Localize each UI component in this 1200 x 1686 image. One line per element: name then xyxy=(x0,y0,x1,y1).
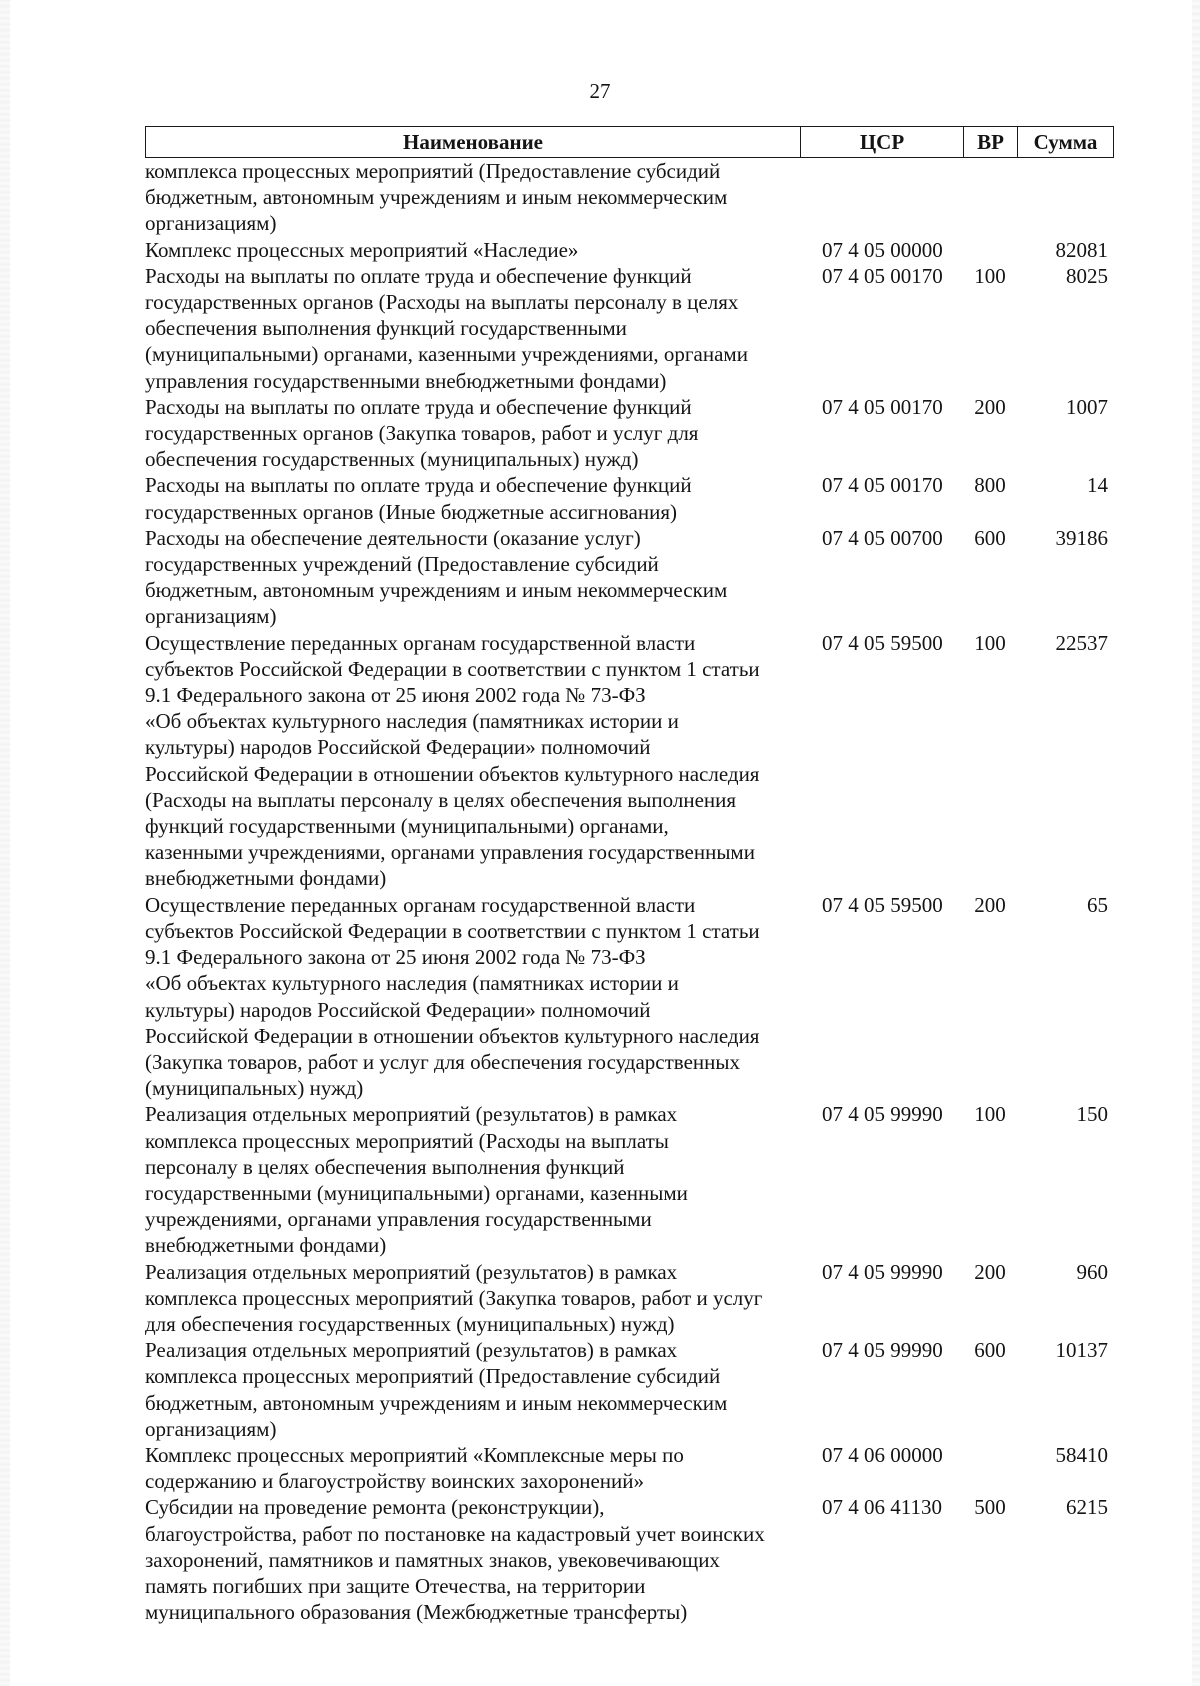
table-row xyxy=(145,1259,1114,1338)
row-name xyxy=(145,394,800,473)
row-name-line: Реализация отдельных мероприятий (результатов) в рамках xyxy=(145,1259,678,1284)
row-name-line: обеспечения выполнения функций государственными xyxy=(145,316,627,341)
row-name-line: комплекса процессных мероприятий (Предоставление субсидий xyxy=(145,159,721,183)
row-name-line: Реализация отдельных мероприятий (результатов) в рамках xyxy=(145,1102,678,1127)
row-name-line: обеспечения государственных (муниципальных) нужд) xyxy=(145,447,639,472)
row-vr: 600 xyxy=(974,1338,1006,1363)
row-name-line: внебюджетными фондами) xyxy=(145,866,387,891)
row-csr: 07 4 05 99990 xyxy=(822,1338,943,1363)
row-name-line: Субсидии на проведение ремонта (реконструкции), xyxy=(145,1495,605,1520)
row-sum: 1007 xyxy=(1066,394,1108,419)
row-sum: 10137 xyxy=(1055,1338,1108,1363)
row-name xyxy=(145,263,800,394)
table-row xyxy=(145,237,1114,263)
table-row xyxy=(145,158,1114,237)
row-sum: 960 xyxy=(1076,1259,1108,1284)
row-vr: 100 xyxy=(974,263,1006,288)
row-sum: 150 xyxy=(1076,1102,1108,1127)
row-csr: 07 4 05 00170 xyxy=(822,263,943,288)
row-name-line: учреждениями, органами управления государственными xyxy=(145,1207,652,1232)
row-csr: 07 4 05 00700 xyxy=(822,525,943,550)
table-row xyxy=(145,263,1114,394)
row-name-line: культуры) народов Российской Федерации» полномочий xyxy=(145,997,651,1022)
row-name-line: государственных органов (Закупка товаров, работ и услуг для xyxy=(145,421,699,446)
row-vr: 600 xyxy=(974,525,1006,550)
row-name-line: государственных органов (Иные бюджетные ассигнования) xyxy=(145,499,677,524)
table-row xyxy=(145,472,1114,524)
table-row xyxy=(145,1101,1114,1258)
row-name-line: государственных органов (Расходы на выплаты персоналу в целях xyxy=(145,290,739,315)
table-row xyxy=(145,1494,1114,1625)
row-csr: 07 4 05 99990 xyxy=(822,1259,943,1284)
scan-edge-right xyxy=(1192,0,1200,1686)
header-name: Наименование xyxy=(146,127,801,157)
row-name-line: Осуществление переданных органам государственной власти xyxy=(145,892,696,917)
row-name xyxy=(145,237,800,263)
row-name-line: комплекса процессных мероприятий (Расходы на выплаты xyxy=(145,1128,669,1153)
header-vr: ВР xyxy=(964,127,1018,157)
header-sum: Сумма xyxy=(1033,129,1098,154)
row-name-line: Комплекс процессных мероприятий «Наследие» xyxy=(145,237,579,262)
table-header xyxy=(145,126,1114,158)
row-name-line: муниципального образования (Межбюджетные трансферты) xyxy=(145,1600,688,1625)
row-vr: 200 xyxy=(974,394,1006,419)
row-name-line: культуры) народов Российской Федерации» полномочий xyxy=(145,735,651,760)
table-row xyxy=(145,630,1114,892)
row-name-line: комплекса процессных мероприятий (Закупка товаров, работ и услуг xyxy=(145,1285,763,1310)
table-body xyxy=(145,158,1114,1625)
row-name-line: благоустройства, работ по постановке на кадастровый учет воинских xyxy=(145,1521,765,1546)
row-name-line: память погибших при защите Отечества, на территории xyxy=(145,1573,646,1598)
row-sum: 82081 xyxy=(1055,237,1108,262)
row-sum: 6215 xyxy=(1066,1495,1108,1520)
row-csr: 07 4 05 59500 xyxy=(822,892,943,917)
row-name-line: бюджетным, автономным учреждениям и иным некоммерческим xyxy=(145,578,728,603)
row-name xyxy=(145,1442,800,1494)
row-vr xyxy=(963,1442,1017,1494)
row-name-line: организациям) xyxy=(145,1416,277,1441)
row-sum: 8025 xyxy=(1066,263,1108,288)
row-csr xyxy=(800,158,963,237)
row-name-line: персоналу в целях обеспечения выполнения функций xyxy=(145,1154,625,1179)
row-name-line: функций государственными (муниципальными) органами, xyxy=(145,814,669,839)
row-name-line: организациям) xyxy=(145,604,277,629)
row-vr: 100 xyxy=(974,630,1006,655)
row-name-line: «Об объектах культурного наследия (памятниках истории и xyxy=(145,971,679,996)
row-csr: 07 4 05 99990 xyxy=(822,1102,943,1127)
row-name-line: Российской Федерации в отношении объектов культурного наследия xyxy=(145,1023,760,1048)
row-sum: 39186 xyxy=(1055,525,1108,550)
row-vr: 200 xyxy=(974,892,1006,917)
table-row xyxy=(145,1337,1114,1442)
row-name xyxy=(145,472,800,524)
row-name xyxy=(145,1259,800,1338)
row-sum: 22537 xyxy=(1055,630,1108,655)
row-name-line: бюджетным, автономным учреждениям и иным некоммерческим xyxy=(145,185,728,210)
row-name-line: управления государственными внебюджетными фондами) xyxy=(145,368,667,393)
row-csr: 07 4 05 59500 xyxy=(822,630,943,655)
row-name-line: Расходы на обеспечение деятельности (оказание услуг) xyxy=(145,525,641,550)
row-csr: 07 4 05 00000 xyxy=(822,237,943,262)
row-vr xyxy=(963,237,1017,263)
row-csr: 07 4 06 00000 xyxy=(822,1442,943,1467)
row-name-line: бюджетным, автономным учреждениям и иным некоммерческим xyxy=(145,1390,728,1415)
row-name-line: государственных учреждений (Предоставление субсидий xyxy=(145,552,659,577)
row-name xyxy=(145,630,800,892)
table-row xyxy=(145,525,1114,630)
row-csr: 07 4 05 00170 xyxy=(822,473,943,498)
row-vr: 200 xyxy=(974,1259,1006,1284)
row-name xyxy=(145,1337,800,1442)
row-name-line: захоронений, памятников и памятных знаков, увековечивающих xyxy=(145,1547,720,1572)
row-sum: 58410 xyxy=(1055,1442,1108,1467)
row-name-line: (муниципальными) органами, казенными учреждениями, органами xyxy=(145,342,748,367)
row-name xyxy=(145,1101,800,1258)
row-name-line: (Расходы на выплаты персоналу в целях обеспечения выполнения xyxy=(145,787,737,812)
scan-edge-left xyxy=(0,0,10,1686)
row-name-line: «Об объектах культурного наследия (памятниках истории и xyxy=(145,709,679,734)
row-vr xyxy=(963,158,1017,237)
row-name-line: Расходы на выплаты по оплате труда и обеспечение функций xyxy=(145,473,692,498)
row-name-line: (Закупка товаров, работ и услуг для обеспечения государственных xyxy=(145,1049,741,1074)
row-name-line: содержанию и благоустройству воинских захоронений» xyxy=(145,1469,644,1494)
row-sum xyxy=(1017,158,1114,237)
row-name-line: казенными учреждениями, органами управления государственными xyxy=(145,840,755,865)
row-name-line: Реализация отдельных мероприятий (результатов) в рамках xyxy=(145,1338,678,1363)
row-vr: 500 xyxy=(974,1495,1006,1520)
table-row xyxy=(145,892,1114,1102)
row-name-line: государственными (муниципальными) органами, казенными xyxy=(145,1180,688,1205)
row-name-line: организациям) xyxy=(145,211,277,236)
row-vr: 800 xyxy=(974,473,1006,498)
table-row xyxy=(145,1442,1114,1494)
row-csr: 07 4 06 41130 xyxy=(822,1495,942,1520)
row-name-line: субъектов Российской Федерации в соответствии с пунктом 1 статьи xyxy=(145,918,760,943)
row-name xyxy=(145,525,800,630)
row-name-line: 9.1 Федерального закона от 25 июня 2002 года № 73-ФЗ xyxy=(145,683,646,708)
row-name-line: Расходы на выплаты по оплате труда и обеспечение функций xyxy=(145,263,692,288)
row-name-line: Расходы на выплаты по оплате труда и обеспечение функций xyxy=(145,394,692,419)
row-name-line: Комплекс процессных мероприятий «Комплексные меры по xyxy=(145,1442,684,1467)
row-csr: 07 4 05 00170 xyxy=(822,394,943,419)
row-name-line: для обеспечения государственных (муниципальных) нужд) xyxy=(145,1311,675,1336)
row-name-line: (муниципальных) нужд) xyxy=(145,1076,364,1101)
row-name-line: субъектов Российской Федерации в соответствии с пунктом 1 статьи xyxy=(145,656,760,681)
row-name xyxy=(145,1494,800,1625)
table-row xyxy=(145,394,1114,473)
row-name xyxy=(145,892,800,1102)
row-name-line: Российской Федерации в отношении объектов культурного наследия xyxy=(145,761,760,786)
row-name-line: комплекса процессных мероприятий (Предоставление субсидий xyxy=(145,1364,721,1389)
budget-table xyxy=(145,126,1114,1625)
row-name-line: внебюджетными фондами) xyxy=(145,1233,387,1258)
row-vr: 100 xyxy=(974,1102,1006,1127)
header-csr: ЦСР xyxy=(801,127,964,157)
page-number: 27 xyxy=(589,79,611,103)
row-name xyxy=(145,158,800,237)
row-sum: 14 xyxy=(1087,473,1108,498)
row-sum: 65 xyxy=(1087,892,1108,917)
row-name-line: Осуществление переданных органам государственной власти xyxy=(145,630,696,655)
row-name-line: 9.1 Федерального закона от 25 июня 2002 года № 73-ФЗ xyxy=(145,945,646,970)
